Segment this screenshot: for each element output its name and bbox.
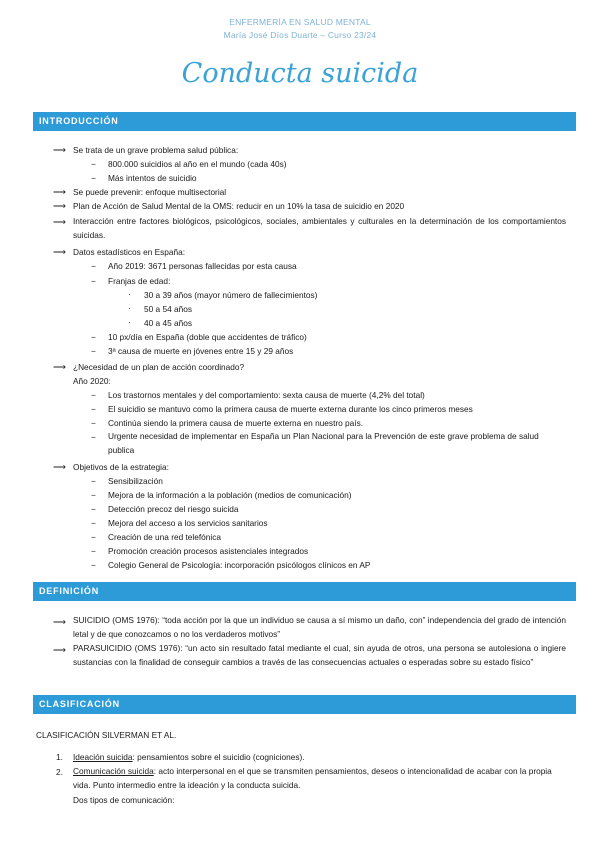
classification-item-1 (73, 751, 305, 763)
dash-icon: − (91, 418, 96, 428)
intro-bullet-3: Plan de Acción de Salud Mental de la OMS: reducir en un 10% la tasa de suicidio en 2020 (73, 201, 405, 211)
intro-sub-item: Continúa siendo la primera causa de muerte externa en nuestro país. (108, 418, 364, 428)
objective-item: Mejora de la información a la población (medios de comunicación) (108, 490, 352, 500)
dash-icon: − (91, 173, 96, 183)
objective-item: Colegio General de Psicología: incorporación psicólogos clínicos en AP (108, 560, 371, 570)
intro-bullet-2: Se puede prevenir: enfoque multisectorial (73, 187, 227, 197)
intro-sub-item: El suicidio se mantuvo como la primera causa de muerte externa durante los cinco primeros meses (108, 404, 473, 414)
arrow-icon: ⟶ (53, 462, 66, 472)
definition-parasuicidio: PARASUICIDIO (OMS 1976): “un acto sin resultado fatal mediante el cual, sin ayuda de otros, una persona se autolesiona o ingiere sustancias con la finalidad de conseguir cambios a través de las consecuencias actuales o esperadas sobre su estado físico” (73, 643, 566, 667)
intro-sub-item: Urgente necesidad de implementar en España un Plan Nacional para la Prevención de este grave problema de salud publica (108, 431, 539, 455)
dash-icon: − (91, 404, 96, 414)
bullet-dot-icon: · (128, 304, 131, 313)
arrow-icon: ⟶ (53, 362, 66, 372)
dash-icon: − (91, 332, 96, 342)
intro-subsub-item: 30 a 39 años (mayor número de fallecimientos) (144, 290, 318, 300)
dash-icon: − (91, 518, 96, 528)
section-bar-definicion: DEFINICIÓN (33, 582, 576, 601)
intro-sub-item: Franjas de edad: (108, 276, 171, 286)
intro-bullet-7: Objetivos de la estrategia: (73, 462, 169, 472)
term-ideacion-suicida: Ideación suicida (73, 752, 133, 762)
arrow-icon: ⟶ (53, 145, 66, 155)
intro-sub-item: Los trastornos mentales y del comportamiento: sexta causa de muerte (4,2% del total) (108, 390, 425, 400)
classification-item-2 (73, 765, 566, 792)
list-number: 1. (56, 752, 63, 762)
section-bar-introduccion: INTRODUCCIÓN (33, 112, 576, 131)
intro-subsub-item: 40 a 45 años (144, 318, 192, 328)
arrow-icon: ⟶ (53, 201, 66, 211)
definition-suicidio: SUICIDIO (OMS 1976): “toda acción por la que un individuo se causa a sí mismo un daño, con” independencia del grado de intención letal y de que conozcamos o no los verdaderos motivos” (73, 615, 566, 639)
intro-bullet-6: ¿Necesidad de un plan de acción coordinado? (73, 362, 245, 372)
header-course: ENFERMERÍA EN SALUD MENTAL (229, 17, 371, 27)
arrow-icon: ⟶ (53, 217, 66, 227)
bullet-dot-icon: · (128, 290, 131, 299)
intro-sub-item: Más intentos de suicidio (108, 173, 197, 183)
dash-icon: − (91, 532, 96, 542)
dash-icon: − (91, 276, 96, 286)
header-author: María José Díos Duarte – Curso 23/24 (223, 30, 377, 40)
term-definition: : pensamientos sobre el suicidio (cogniciones). (132, 752, 305, 762)
objective-item: Sensibilización (108, 476, 163, 486)
dash-icon: − (91, 490, 96, 500)
arrow-icon: ⟶ (53, 187, 66, 197)
arrow-icon: ⟶ (53, 645, 66, 655)
objective-item: Mejora del acceso a los servicios sanitarios (108, 518, 268, 528)
term-definition: : acto interpersonal en el que se transmiten pensamientos, deseos o intencionalidad de acabar con la propia vida. Punto intermedio entre la ideación y la conducta suicida. (73, 766, 552, 790)
intro-bullet-5: Datos estadísticos en España: (73, 247, 186, 257)
intro-bullet-6-year: Año 2020: (73, 376, 111, 386)
document-title: Conducta suicida (181, 58, 419, 89)
intro-sub-item: 10 px/día en España (doble que accidentes de tráfico) (108, 332, 307, 342)
section-bar-clasificacion: CLASIFICACIÓN (33, 695, 576, 714)
term-comunicacion-suicida: Comunicación suicida (73, 766, 154, 776)
communication-types-label: Dos tipos de comunicación: (73, 795, 175, 805)
dash-icon: − (91, 261, 96, 271)
bullet-dot-icon: · (128, 318, 131, 327)
dash-icon: − (91, 346, 96, 356)
intro-bullet-4: Interacción entre factores biológicos, psicológicos, sociales, ambientales y culturales en la determinación de los comportamientos suicidas. (73, 216, 566, 240)
dash-icon: − (91, 476, 96, 486)
classification-subtitle: CLASIFICACIÓN SILVERMAN ET AL. (36, 730, 177, 740)
dash-icon: − (91, 546, 96, 556)
page-header (0, 16, 600, 42)
arrow-icon: ⟶ (53, 247, 66, 257)
dash-icon: − (91, 432, 96, 442)
dash-icon: − (91, 560, 96, 570)
objective-item: Promoción creación procesos asistenciales integrados (108, 546, 309, 556)
intro-sub-item: 3ª causa de muerte en jóvenes entre 15 y 29 años (108, 346, 294, 356)
intro-bullet-1: Se trata de un grave problema salud pública: (73, 145, 239, 155)
dash-icon: − (91, 390, 96, 400)
dash-icon: − (91, 504, 96, 514)
objective-item: Creación de una red telefónica (108, 532, 222, 542)
intro-subsub-item: 50 a 54 años (144, 304, 192, 314)
objective-item: Detección precoz del riesgo suicida (108, 504, 239, 514)
list-number: 2. (56, 767, 63, 777)
intro-sub-item: 800.000 suicidios al año en el mundo (cada 40s) (108, 159, 287, 169)
intro-sub-item: Año 2019: 3671 personas fallecidas por esta causa (108, 261, 297, 271)
arrow-icon: ⟶ (53, 617, 66, 627)
dash-icon: − (91, 159, 96, 169)
